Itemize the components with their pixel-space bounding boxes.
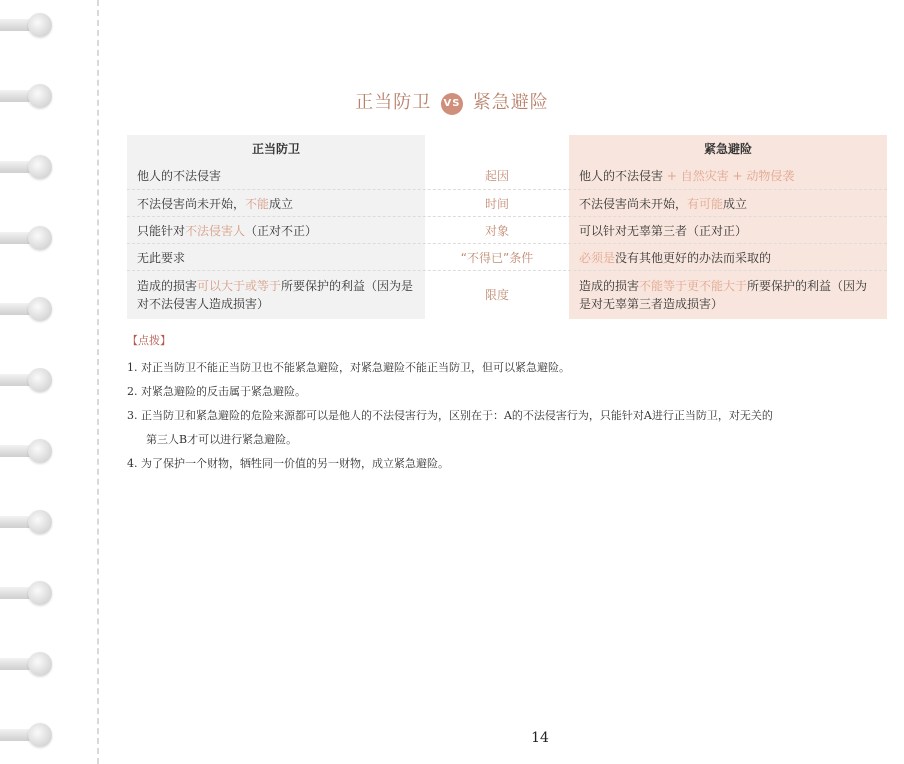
row-right-cell: 不法侵害尚未开始，有可能成立 <box>569 190 887 217</box>
table-row <box>127 271 887 319</box>
header-mid <box>425 135 569 162</box>
binder-ring <box>0 649 56 679</box>
row-criterion: 对象 <box>484 223 509 238</box>
row-right-cell: 可以针对无辜第三者（正对正） <box>569 217 887 244</box>
row-criterion: “不得已”条件 <box>460 250 534 265</box>
tip-item: 1. 对正当防卫不能正当防卫也不能紧急避险，对紧急避险不能正当防卫，但可以紧急避险。 <box>127 361 570 374</box>
row-left-cell: 不法侵害尚未开始，不能成立 <box>127 190 425 217</box>
row-left-cell: 只能针对不法侵害人（正对不正） <box>127 217 425 244</box>
tip-item: 3. 正当防卫和紧急避险的危险来源都可以是他人的不法侵害行为，区别在于：A的不法侵害行为，只能针对A进行正当防卫，对无关的 <box>127 409 773 422</box>
binder-ring <box>0 294 56 324</box>
row-criterion: 时间 <box>484 196 509 211</box>
row-right-cell: 必须是没有其他更好的办法而采取的 <box>569 244 887 271</box>
header-right: 紧急避险 <box>569 135 887 162</box>
tip-item-continuation: 第三人B才可以进行紧急避险。 <box>146 433 298 446</box>
binder-ring <box>0 365 56 395</box>
table-row <box>127 244 887 271</box>
tips-section <box>127 332 887 476</box>
binder-ring <box>0 436 56 466</box>
binder-ring <box>0 10 56 40</box>
table-header-row <box>127 135 887 162</box>
binder-ring <box>0 578 56 608</box>
table-row <box>127 190 887 217</box>
table-row <box>127 217 887 244</box>
binder-ring <box>0 507 56 537</box>
tip-item: 4. 为了保护一个财物，牺牲同一价值的另一财物，成立紧急避险。 <box>127 457 449 470</box>
row-right-cell: 造成的损害不能等于更不能大于所要保护的利益（因为是对无辜第三者造成损害） <box>569 271 887 319</box>
page-title <box>0 88 904 115</box>
page-number: 14 <box>531 730 549 746</box>
binder-ring <box>0 223 56 253</box>
row-left-cell: 他人的不法侵害 <box>127 162 425 190</box>
table-row <box>127 162 887 190</box>
row-left-cell: 造成的损害可以大于或等于所要保护的利益（因为是对不法侵害人造成损害） <box>127 271 425 319</box>
binder-ring <box>0 152 56 182</box>
row-right-cell: 他人的不法侵害 + 自然灾害 + 动物侵袭 <box>569 162 887 190</box>
title-left: 正当防卫 <box>355 92 432 113</box>
vs-badge: VS <box>441 93 463 115</box>
tips-heading: 【点拨】 <box>127 334 171 347</box>
row-criterion: 起因 <box>484 169 509 183</box>
row-left-cell: 无此要求 <box>127 244 425 271</box>
title-right: 紧急避险 <box>472 92 549 113</box>
tip-item: 2. 对紧急避险的反击属于紧急避险。 <box>127 385 306 398</box>
row-criterion: 限度 <box>484 288 509 302</box>
header-left: 正当防卫 <box>127 135 425 162</box>
